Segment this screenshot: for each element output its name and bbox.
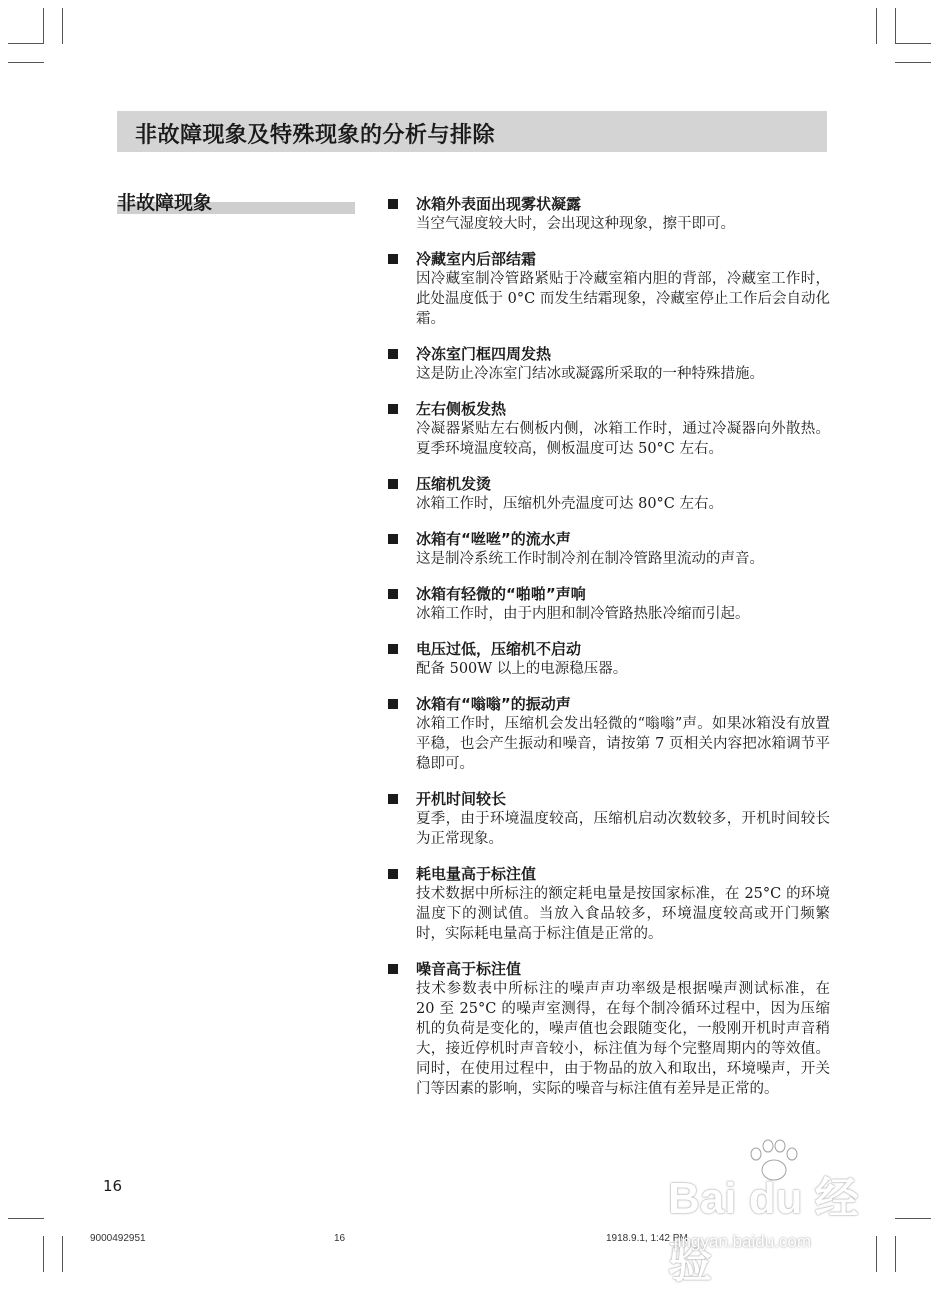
list-item bbox=[388, 789, 830, 849]
list-item bbox=[388, 474, 830, 514]
list-item bbox=[388, 344, 830, 384]
square-bullet-icon bbox=[388, 479, 398, 489]
square-bullet-icon bbox=[388, 404, 398, 414]
baidu-watermark bbox=[668, 1138, 888, 1287]
item-description: 这是防止冷冻室门结冰或凝露所采取的一种特殊措施。 bbox=[416, 366, 764, 382]
page-number: 16 bbox=[103, 1177, 123, 1195]
crop-mark bbox=[895, 1218, 931, 1219]
footer-code: 9000492951 bbox=[90, 1233, 146, 1244]
square-bullet-icon bbox=[388, 869, 398, 879]
page-title-bar bbox=[117, 111, 827, 152]
item-description: 技术数据中所标注的额定耗电量是按国家标准，在 25°C 的环境温度下的测试值。当放入食品较多，环境温度较高或开门频繁时，实际耗电量高于标注值是正常的。 bbox=[416, 886, 830, 942]
list-item bbox=[388, 694, 830, 774]
crop-mark bbox=[62, 8, 63, 44]
page-title: 非故障现象及特殊现象的分析与排除 bbox=[135, 123, 496, 148]
list-item bbox=[388, 249, 830, 329]
watermark-url: jingyan.baidu.com bbox=[674, 1232, 812, 1251]
item-heading: 冰箱有“嗡嗡”的振动声 bbox=[416, 695, 571, 713]
item-heading: 开机时间较长 bbox=[416, 790, 507, 808]
item-description: 这是制冷系统工作时制冷剂在制冷管路里流动的声音。 bbox=[416, 551, 764, 567]
item-description: 冰箱工作时，由于内胆和制冷管路热胀冷缩而引起。 bbox=[416, 606, 750, 622]
item-description: 冷凝器紧贴左右侧板内侧，冰箱工作时，通过冷凝器向外散热。夏季环境温度较高，侧板温度可达 50°C 左右。 bbox=[416, 421, 830, 457]
item-description: 夏季，由于环境温度较高，压缩机启动次数较多，开机时间较长为正常现象。 bbox=[416, 811, 830, 847]
item-description: 配备 500W 以上的电源稳压器。 bbox=[416, 661, 628, 677]
square-bullet-icon bbox=[388, 254, 398, 264]
item-description: 冰箱工作时，压缩机会发出轻微的“嗡嗡”声。如果冰箱没有放置平稳，也会产生振动和噪音，请按第 7 页相关内容把冰箱调节平稳即可。 bbox=[416, 716, 830, 772]
list-item bbox=[388, 529, 830, 569]
list-item bbox=[388, 399, 830, 459]
square-bullet-icon bbox=[388, 964, 398, 974]
item-heading: 电压过低，压缩机不启动 bbox=[416, 640, 582, 658]
list-item bbox=[388, 959, 830, 1099]
item-heading: 冰箱有轻微的“啪啪”声响 bbox=[416, 585, 586, 603]
list-item bbox=[388, 194, 830, 234]
crop-mark bbox=[895, 1236, 896, 1272]
footer-timestamp: 1918.9.1, 1:42 PM bbox=[606, 1233, 688, 1244]
crop-mark bbox=[43, 8, 44, 44]
item-heading: 左右侧板发热 bbox=[416, 400, 507, 418]
square-bullet-icon bbox=[388, 794, 398, 804]
crop-mark bbox=[8, 1218, 44, 1219]
crop-mark bbox=[43, 1236, 44, 1272]
square-bullet-icon bbox=[388, 699, 398, 709]
item-description: 当空气湿度较大时，会出现这种现象，擦干即可。 bbox=[416, 216, 735, 232]
square-bullet-icon bbox=[388, 349, 398, 359]
list-item bbox=[388, 639, 830, 679]
section-heading-label: 非故障现象 bbox=[117, 192, 213, 214]
crop-mark bbox=[8, 43, 44, 44]
item-heading: 噪音高于标注值 bbox=[416, 960, 522, 978]
square-bullet-icon bbox=[388, 534, 398, 544]
list-item bbox=[388, 584, 830, 624]
item-description: 因冷藏室制冷管路紧贴于冷藏室箱内胆的背部，冷藏室工作时，此处温度低于 0°C 而发生结霜现象，冷藏室停止工作后会自动化霜。 bbox=[416, 271, 830, 327]
crop-mark bbox=[895, 62, 931, 63]
crop-mark bbox=[895, 43, 931, 44]
section-heading bbox=[117, 188, 355, 214]
item-heading: 冷冻室门框四周发热 bbox=[416, 345, 552, 363]
item-description: 技术参数表中所标注的噪声声功率级是根据噪声测试标准，在 20 至 25°C 的噪声室测得，在每个制冷循环过程中，因为压缩机的负荷是变化的，噪声值也会跟随变化，一般刚开机时声音稍大，接近停机时声音较小，标注值为每个完整周期内的等效值。同时，在使用过程中，由于物品的放入和取出，环境噪声，开关门等因素的影响，实际的噪音与标注值有差异是正常的。 bbox=[416, 981, 830, 1097]
crop-mark bbox=[62, 1236, 63, 1272]
item-heading: 压缩机发烫 bbox=[416, 475, 492, 493]
crop-mark bbox=[876, 8, 877, 44]
list-item bbox=[388, 864, 830, 944]
item-heading: 冰箱外表面出现雾状凝露 bbox=[416, 195, 582, 213]
watermark-logo: Bai du 经验 bbox=[668, 1174, 859, 1287]
crop-mark bbox=[895, 8, 896, 44]
square-bullet-icon bbox=[388, 199, 398, 209]
item-description: 冰箱工作时，压缩机外壳温度可达 80°C 左右。 bbox=[416, 496, 724, 512]
crop-mark bbox=[8, 62, 44, 63]
item-heading: 冰箱有“咝咝”的流水声 bbox=[416, 530, 571, 548]
square-bullet-icon bbox=[388, 589, 398, 599]
phenomenon-list bbox=[388, 194, 830, 1114]
item-heading: 冷藏室内后部结霜 bbox=[416, 250, 537, 268]
footer-page: 16 bbox=[334, 1233, 346, 1244]
square-bullet-icon bbox=[388, 644, 398, 654]
item-heading: 耗电量高于标注值 bbox=[416, 865, 537, 883]
